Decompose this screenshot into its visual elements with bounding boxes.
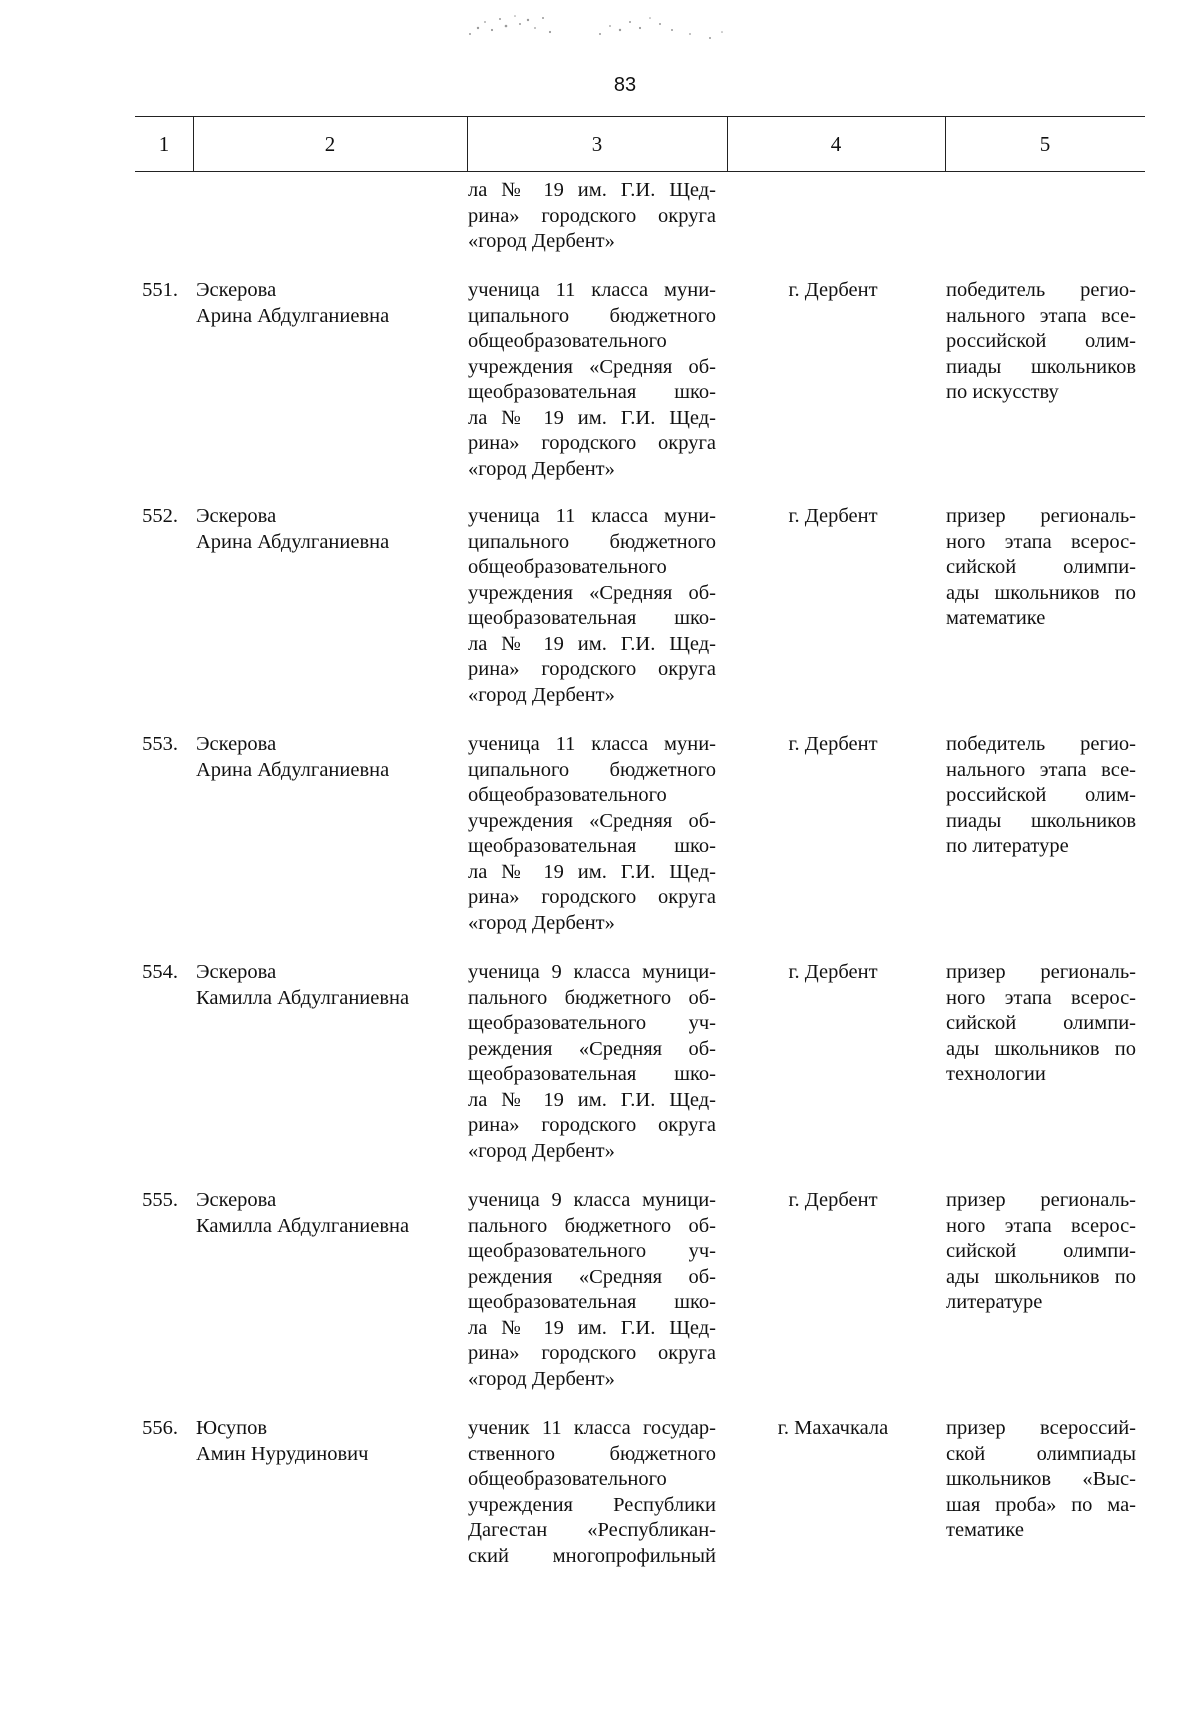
person-name: Юсупов Амин Нурудинович [196, 1417, 369, 1465]
continuation-text [468, 178, 716, 255]
school-description: ученица 11 класса муни- ципального бюджетного общеобразовательного учреждения «Средняя об- щеобразовательная шко- ла № 19 им. Г.И. Щед- рина» городского округа «город Дербент» [468, 733, 716, 934]
award-status: призер региональ- ного этапа всерос- сийской олимпи- ады школьников по технологии [946, 961, 1136, 1085]
header-col-1: 1 [158, 132, 170, 156]
city: г. Махачкала [777, 1417, 889, 1439]
award-status: победитель регио- нального этапа все- российской олим- пиады школьников по литературе [946, 733, 1136, 857]
person-name: Эскерова Камилла Абдулганиевна [196, 1189, 410, 1237]
person-name: Эскерова Арина Абдулганиевна [196, 505, 390, 553]
award-status: призер всероссий- ской олимпиады школьников «Выс- шая проба» по ма- тематике [946, 1417, 1136, 1541]
page-number: 83 [613, 74, 637, 96]
school-description: ученица 9 класса муници- пального бюджетного об- щеобразовательного уч- реждения «Средняя об- щеобразовательная шко- ла № 19 им. Г.И. Щед- рина» городского округа «город Дербент» [468, 961, 716, 1162]
row-number: 551. [142, 279, 178, 301]
text-line: рина» городского округа [468, 204, 716, 227]
city: г. Дербент [788, 961, 878, 983]
city: г. Дербент [788, 279, 878, 301]
table-header [135, 116, 1145, 172]
header-col-5: 5 [1039, 132, 1051, 156]
school-description: ученица 9 класса муници- пального бюджетного об- щеобразовательного уч- реждения «Средняя об- щеобразовательная шко- ла № 19 им. Г.И. Щед- рина» городского округа «город Дербент» [468, 1189, 716, 1390]
person-name: Эскерова Арина Абдулганиевна [196, 279, 390, 327]
row-number: 555. [142, 1189, 178, 1211]
row-number: 556. [142, 1417, 178, 1439]
award-status: победитель регио- нального этапа все- российской олим- пиады школьников по искусству [946, 279, 1136, 403]
award-status: призер региональ- ного этапа всерос- сийской олимпи- ады школьников по литературе [946, 1189, 1136, 1313]
row-number: 552. [142, 505, 178, 527]
school-description: ученица 11 класса муни- ципального бюджетного общеобразовательного учреждения «Средняя об- щеобразовательная шко- ла № 19 им. Г.И. Щед- рина» городского округа «город Дербент» [468, 505, 716, 706]
text-line: ла № 19 им. Г.И. Щед- [468, 179, 716, 201]
row-number: 554. [142, 961, 178, 983]
city: г. Дербент [788, 505, 878, 527]
header-col-4: 4 [830, 132, 842, 156]
school-description: ученик 11 класса государ- ственного бюджетного общеобразовательного учреждения Республики Дагестан «Республикан- ский многопрофильный [468, 1417, 716, 1567]
school-description: ученица 11 класса муни- ципального бюджетного общеобразовательного учреждения «Средняя об- щеобразовательная шко- ла № 19 им. Г.И. Щед- рина» городского округа «город Дербент» [468, 279, 716, 480]
person-name: Эскерова Арина Абдулганиевна [196, 733, 390, 781]
header-col-3: 3 [591, 132, 603, 156]
award-status: призер региональ- ного этапа всерос- сийской олимпи- ады школьников по математике [946, 505, 1136, 629]
city: г. Дербент [788, 1189, 878, 1211]
header-col-2: 2 [324, 132, 336, 156]
scan-artifact [460, 4, 740, 48]
city: г. Дербент [788, 733, 878, 755]
person-name: Эскерова Камилла Абдулганиевна [196, 961, 410, 1009]
row-number: 553. [142, 733, 178, 755]
text-line: «город Дербент» [468, 230, 615, 252]
